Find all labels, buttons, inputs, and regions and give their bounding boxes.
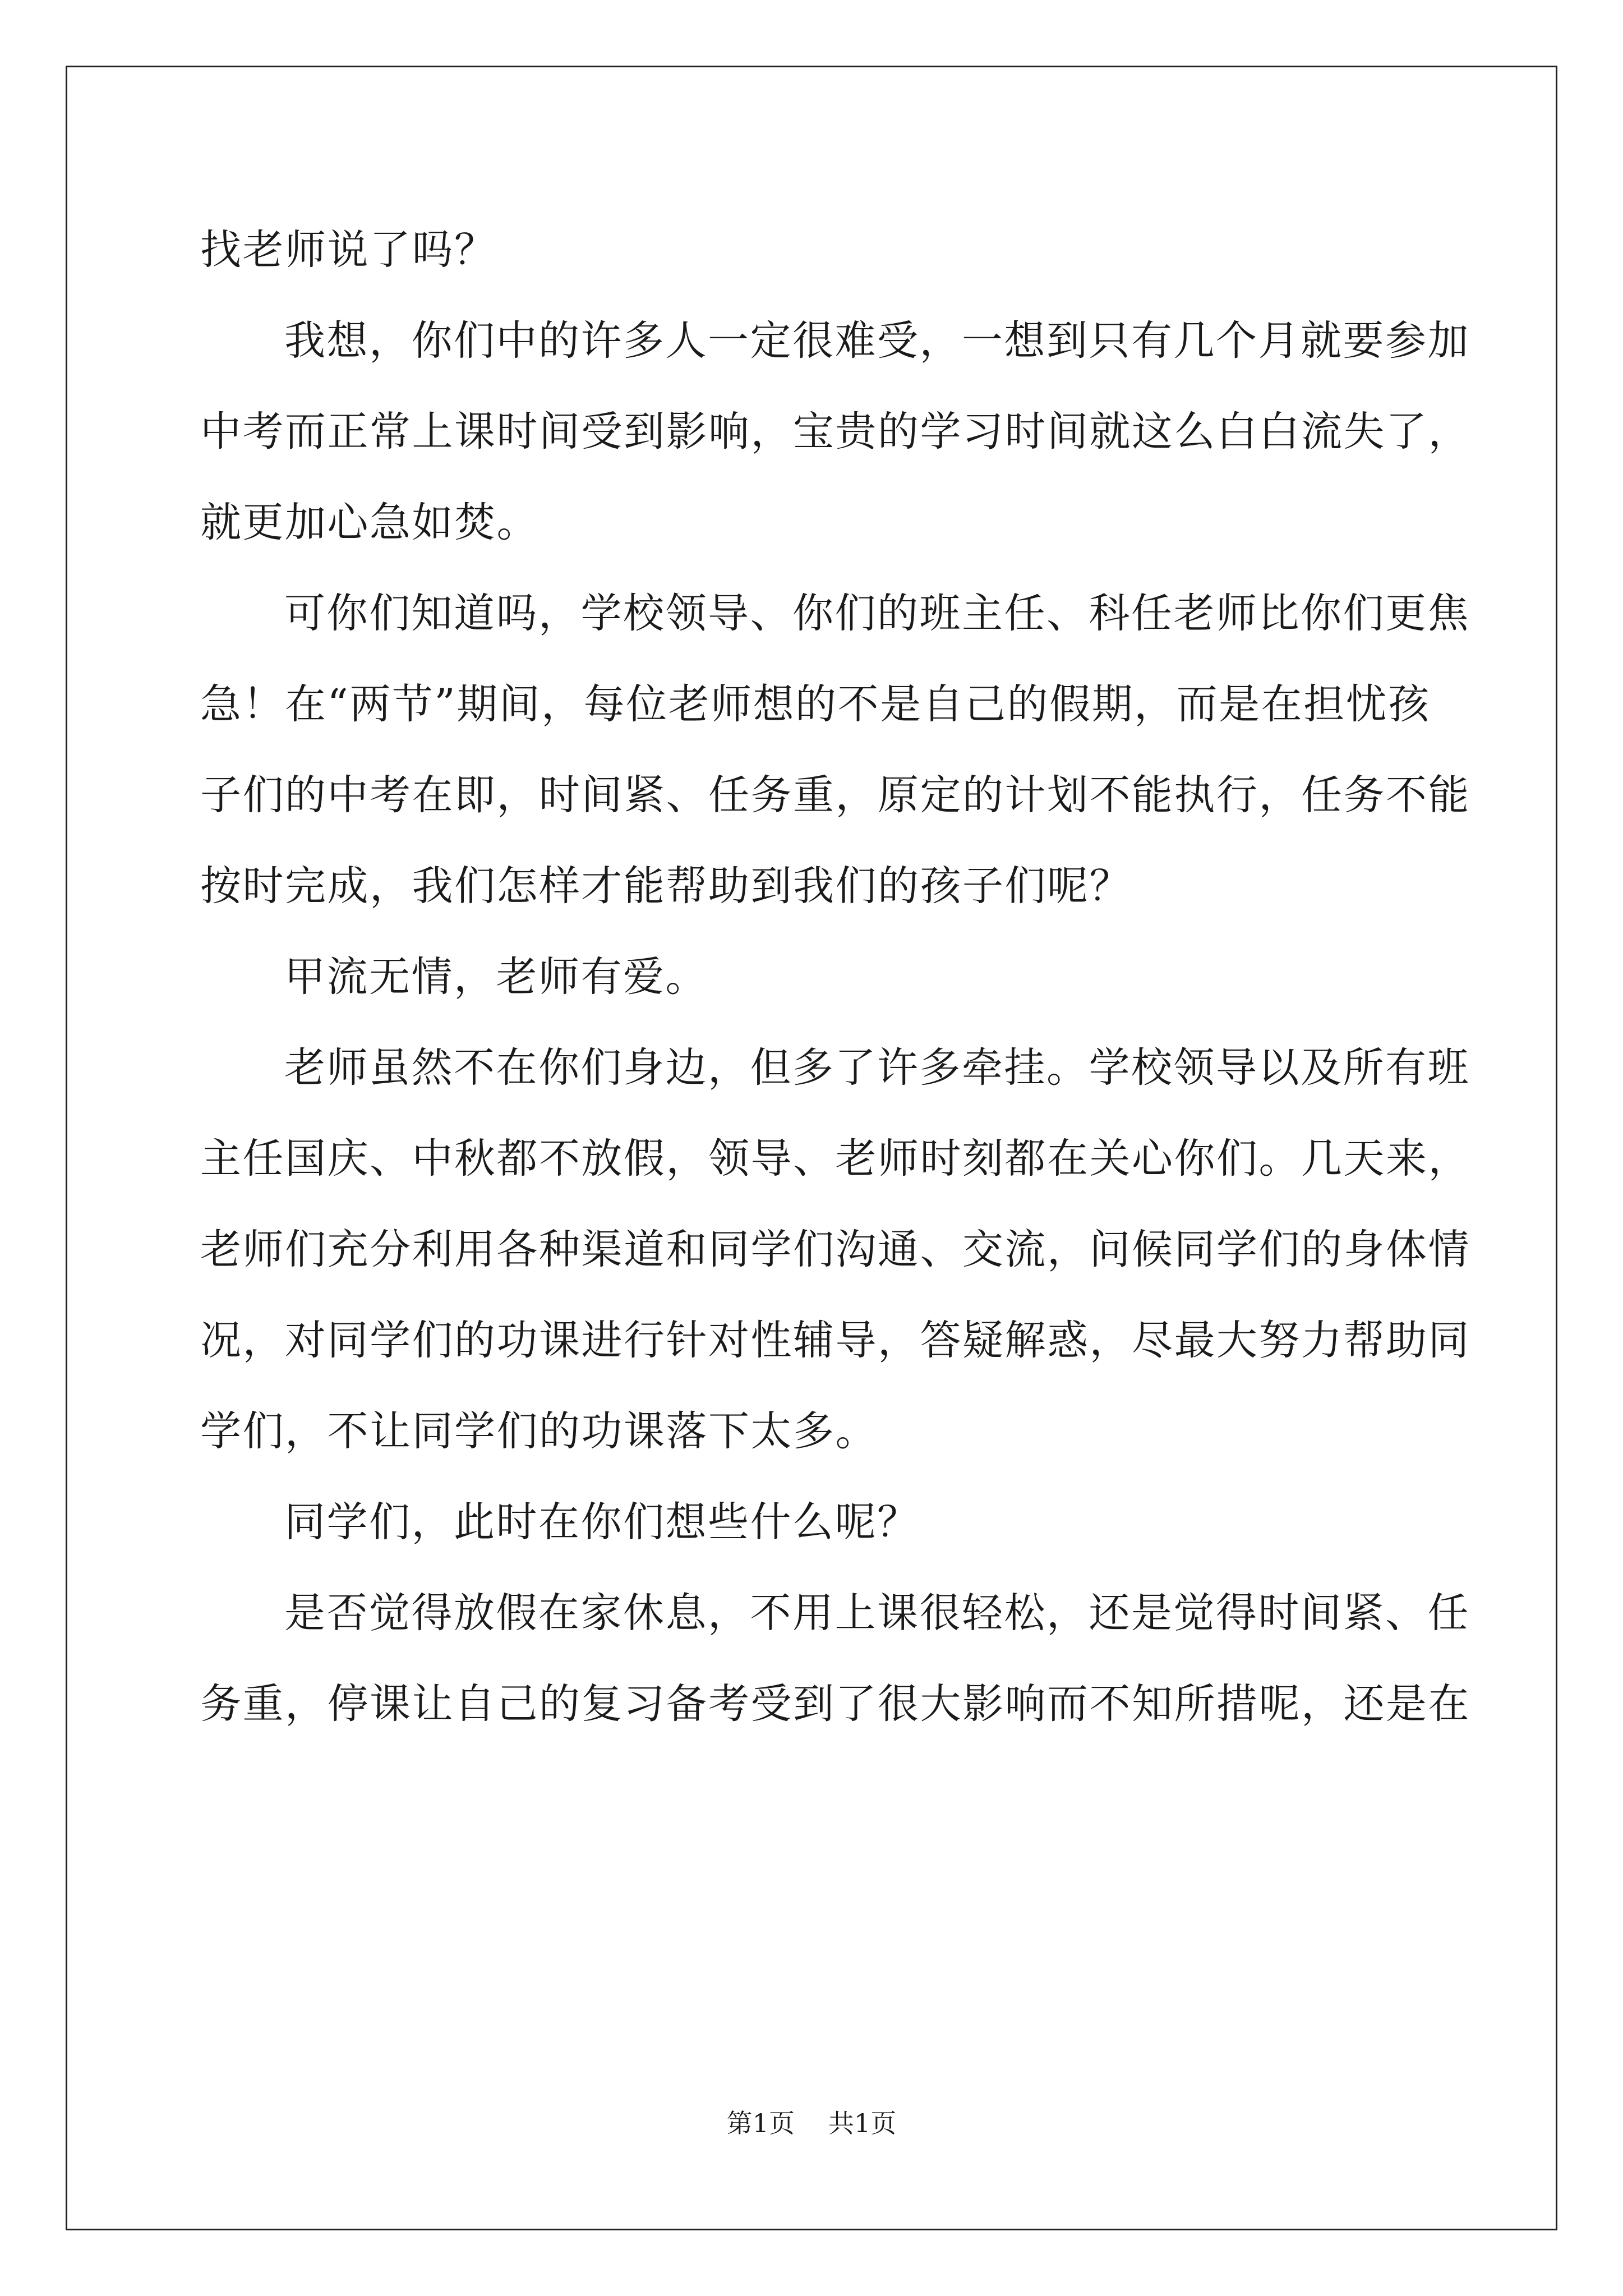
text-line: 主任国庆、中秋都不放假，领导、老师时刻都在关心你们。几天来， [200, 1135, 1470, 1182]
text-line: 可你们知道吗，学校领导、你们的班主任、科任老师比你们更焦 [284, 590, 1470, 637]
text-line: 急！在“两节”期间，每位老师想的不是自己的假期，而是在担忧孩 [200, 680, 1431, 728]
text-line: 学们，不让同学们的功课落下太多。 [200, 1407, 878, 1455]
page-footer [0, 2106, 1623, 2140]
text-line: 甲流无情，老师有爱。 [284, 953, 708, 1001]
text-line: 同学们，此时在你们想些什么呢？ [284, 1498, 920, 1546]
text-line: 子们的中考在即，时间紧、任务重，原定的计划不能执行，任务不能 [200, 771, 1470, 819]
text-line: 老师虽然不在你们身边，但多了许多牵挂。学校领导以及所有班 [284, 1044, 1470, 1092]
text-line: 我想，你们中的许多人一定很难受，一想到只有几个月就要参加 [284, 317, 1470, 365]
text-line: 务重，停课让自己的复习备考受到了很大影响而不知所措呢，还是在 [200, 1680, 1470, 1728]
text-line: 是否觉得放假在家休息，不用上课很轻松，还是觉得时间紧、任 [284, 1589, 1470, 1637]
text-line: 况，对同学们的功课进行针对性辅导，答疑解惑，尽最大努力帮助同 [200, 1317, 1470, 1364]
page-total: 共1页 [828, 2108, 897, 2138]
text-line: 就更加心急如焚。 [200, 499, 539, 546]
text-line: 按时完成，我们怎样才能帮助到我们的孩子们呢？ [200, 862, 1132, 910]
text-line: 找老师说了吗？ [200, 226, 497, 274]
text-line: 中考而正常上课时间受到影响，宝贵的学习时间就这么白白流失了， [200, 408, 1470, 455]
text-line: 老师们充分利用各种渠道和同学们沟通、交流，问候同学们的身体情 [200, 1226, 1470, 1273]
document-body [200, 205, 1470, 1750]
page-number: 第1页 [726, 2108, 795, 2138]
